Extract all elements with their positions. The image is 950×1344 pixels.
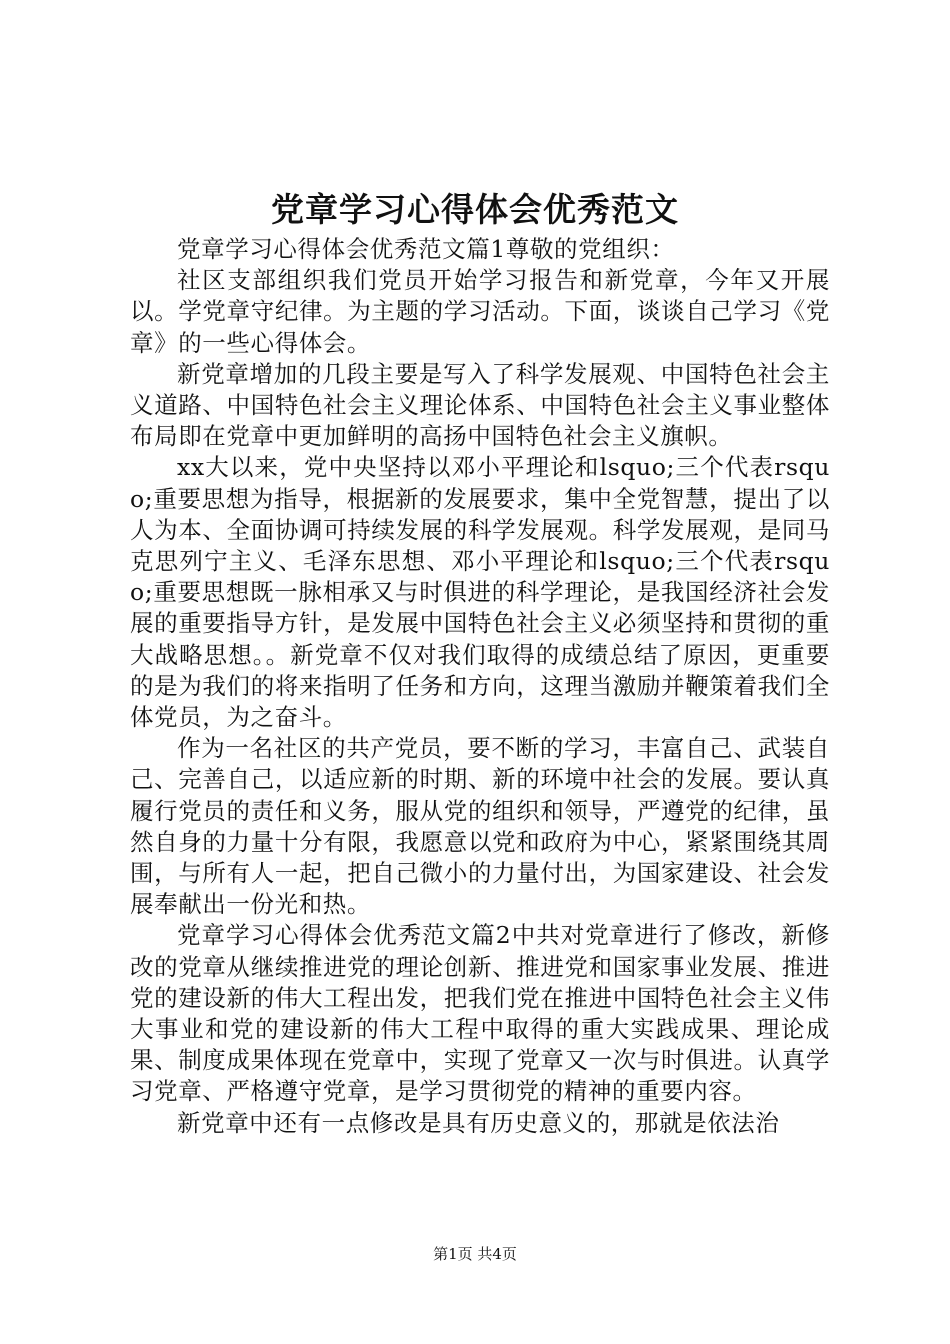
document-body <box>130 234 830 1139</box>
paragraph-5: 作为一名社区的共产党员，要不断的学习，丰富自己、武装自己、完善自己，以适应新的时期、新的环境中社会的发展。要认真履行党员的责任和义务，服从党的组织和领导，严遵党的纪律，虽然自身的力量十分有限，我愿意以党和政府为中心，紧紧围绕其周围，与所有人一起，把自己微小的力量付出，为国家建设、社会发展奉献出一份光和热。 <box>130 734 830 919</box>
paragraph-3: 新党章增加的几段主要是写入了科学发展观、中国特色社会主义道路、中国特色社会主义理论体系、中国特色社会主义事业整体布局即在党章中更加鲜明的高扬中国特色社会主义旗帜。 <box>130 359 830 451</box>
paragraph-1: 党章学习心得体会优秀范文篇1尊敬的党组织： <box>177 235 675 263</box>
paragraph-4: xx大以来，党中央坚持以邓小平理论和lsquo;三个代表rsquo;重要思想为指导，根据新的发展要求，集中全党智慧，提出了以人为本、全面协调可持续发展的科学发展观。科学发展观，是同马克思列宁主义、毛泽东思想、邓小平理论和lsquo;三个代表rsquo;重要思想既一脉相承又与时俱进的科学理论，是我国经济社会发展的重要指导方针，是发展中国特色社会主义必须坚持和贯彻的重大战略思想。。新党章不仅对我们取得的成绩总结了原因，更重要的是为我们的将来指明了任务和方向，这理当激励并鞭策着我们全体党员，为之奋斗。 <box>130 453 830 732</box>
page-number-footer: 第1页 共4页 <box>433 1245 517 1263</box>
paragraph-2: 社区支部组织我们党员开始学习报告和新党章，今年又开展以。学党章守纪律。为主题的学习活动。下面，谈谈自己学习《党章》的一些心得体会。 <box>130 266 830 357</box>
paragraph-6: 党章学习心得体会优秀范文篇2中共对党章进行了修改，新修改的党章从继续推进党的理论创新、推进党和国家事业发展、推进党的建设新的伟大工程出发，把我们党在推进中国特色社会主义伟大事业和党的建设新的伟大工程中取得的重大实践成果、理论成果、制度成果体现在党章中，实现了党章又一次与时俱进。认真学习党章、严格遵守党章，是学习贯彻党的精神的重要内容。 <box>130 921 830 1106</box>
document-title: 党章学习心得体会优秀范文 <box>271 190 679 229</box>
paragraph-7: 新党章中还有一点修改是具有历史意义的，那就是依法治 <box>177 1108 780 1137</box>
